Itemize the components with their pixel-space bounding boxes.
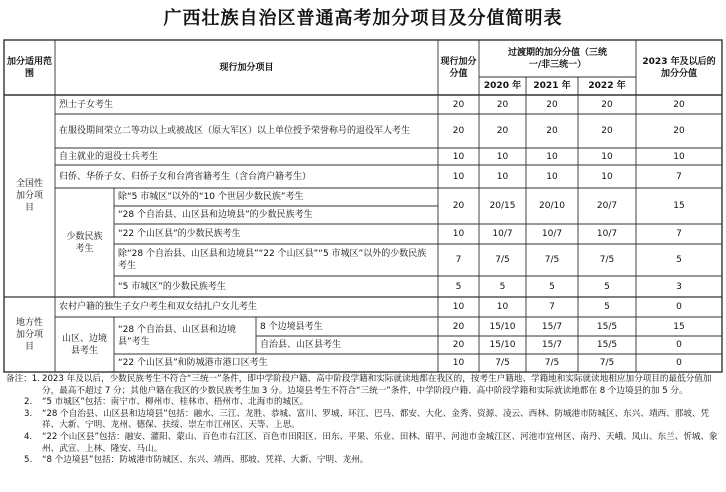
value-2020: 5 bbox=[499, 281, 506, 292]
row-item: 除“28 个自治县、山区县和边境县”“22 个山区县”“5 市城区”以外的少数民族考生 bbox=[118, 249, 427, 271]
row-item: 农村户籍的独生子女户考生和双女结扎户女儿考生 bbox=[59, 302, 258, 312]
value-2021: 5 bbox=[549, 281, 555, 292]
value-2021: 15/7 bbox=[541, 321, 563, 332]
note-number: 5. bbox=[24, 455, 33, 466]
value-2020: 20/15 bbox=[489, 201, 516, 211]
header-2020: 2020 年 bbox=[483, 81, 522, 91]
value-current: 20 bbox=[452, 126, 465, 136]
value-current: 20 bbox=[452, 99, 465, 110]
group-national: 全国性加分项目 bbox=[15, 179, 43, 213]
value-current: 10 bbox=[452, 171, 465, 182]
value-current: 7 bbox=[455, 255, 462, 265]
value-2021: 7/5 bbox=[544, 255, 560, 265]
value-after: 0 bbox=[676, 340, 682, 350]
value-2020: 15/10 bbox=[489, 321, 516, 332]
value-current: 20 bbox=[452, 340, 465, 350]
note-number: 备注：1. bbox=[6, 374, 40, 384]
value-2022: 7/5 bbox=[599, 255, 615, 265]
value-2021: 10 bbox=[546, 171, 558, 182]
value-current: 10 bbox=[452, 302, 465, 312]
row-item: 8 个边境县考生 bbox=[260, 321, 323, 332]
value-2020: 7/5 bbox=[495, 255, 510, 265]
row-item: 归侨、华侨子女、归侨子女和台湾省籍考生（含台湾户籍考生） bbox=[59, 171, 312, 182]
note-item bbox=[24, 409, 722, 432]
note-text: “22 个山区县”包括：融安、灌阳、蒙山、百色市右江区、百色市田阳区、田东、平果、乐业、田林、昭平、河池市金城江区、河池市宜州区、南丹、天峨、凤山、东兰、忻城、象州、武宣、上林、隆安、马山。 bbox=[42, 431, 718, 454]
note-text: “28 个自治县、山区县和边境县”包括：融水、三江、龙胜、恭城、富川、罗城、环江、巴马、都安、大化、金秀、资源、凌云、西林、防城港市防城区、东兴、靖西、那坡、凭祥、大新、宁明、龙州、德保、扶绥、崇左市江州区、天等、上思。 bbox=[42, 408, 710, 431]
value-after: 0 bbox=[676, 302, 682, 312]
value-2020: 10 bbox=[496, 302, 509, 312]
value-2021: 20 bbox=[546, 99, 558, 110]
value-2021: 10 bbox=[546, 151, 558, 162]
value-after: 3 bbox=[676, 281, 682, 292]
note-text: “5 市城区”包括：南宁市、柳州市、桂林市、梧州市、北海市的城区。 bbox=[42, 397, 309, 408]
note-item bbox=[6, 374, 722, 397]
value-after: 0 bbox=[676, 358, 682, 368]
value-2021: 20/10 bbox=[539, 201, 565, 211]
value-after: 7 bbox=[676, 229, 682, 239]
value-current: 20 bbox=[452, 201, 465, 211]
header-2022: 2022 年 bbox=[588, 81, 626, 91]
value-2020: 10/7 bbox=[492, 229, 513, 239]
note-item bbox=[24, 455, 722, 467]
value-current: 5 bbox=[455, 281, 462, 292]
value-2020: 10 bbox=[496, 151, 509, 162]
value-current: 10 bbox=[452, 151, 465, 162]
value-2022: 15/5 bbox=[596, 340, 618, 350]
page-title: 广西壮族自治区普通高考加分项目及分值简明表 bbox=[163, 8, 563, 29]
header-scope: 加分适用范围 bbox=[6, 56, 52, 79]
value-2020: 15/10 bbox=[489, 340, 516, 350]
row-item: “22 个山区县”的少数民族考生 bbox=[118, 229, 241, 239]
row-item: 烈士子女考生 bbox=[59, 99, 114, 110]
note-number: 2. bbox=[24, 397, 33, 408]
value-2022: 20 bbox=[601, 126, 613, 136]
value-after: 20 bbox=[673, 126, 685, 136]
note-item bbox=[24, 397, 722, 409]
note-text: “8 个边境县”包括：防城港市防城区、东兴、靖西、那坡、凭祥、大新、宁明、龙州。 bbox=[42, 455, 369, 466]
value-after: 15 bbox=[673, 321, 685, 332]
value-2020: 20 bbox=[496, 126, 509, 136]
group-local: 地方性加分项目 bbox=[15, 317, 43, 352]
value-2022: 10 bbox=[601, 151, 613, 162]
row-item: 自主就业的退役士兵考生 bbox=[59, 151, 159, 162]
value-current: 10 bbox=[452, 229, 465, 239]
header-transition: 过渡期的加分分值（三统一/非三统一） bbox=[507, 47, 607, 70]
row-item: “22 个山区县”和防城港市港口区考生 bbox=[118, 358, 268, 368]
note-text: 2023 年及以后，少数民族考生不符合“三统一”条件，即中学阶段户籍、高中阶段学籍和实际就读地都在我区的，按考生户籍地、学籍地和实际就读地相应加分项目的最低分值加分，最高不超过 7 分；其他户籍在我区的少数民族考生加 3 分。边境县考生不符合“三统一”条件，中学阶段户籍、高中阶段学籍和实际就读地都在 8 个边境县的加 5 分。 bbox=[42, 374, 712, 396]
value-after: 5 bbox=[676, 255, 682, 265]
value-2021: 10/7 bbox=[541, 229, 563, 239]
value-2021: 15/7 bbox=[541, 340, 563, 350]
value-after: 15 bbox=[673, 201, 685, 211]
group-minority: 少数民族考生 bbox=[66, 231, 103, 254]
value-current: 10 bbox=[452, 358, 465, 368]
value-2022: 15/5 bbox=[596, 321, 618, 332]
value-2021: 7/5 bbox=[544, 358, 560, 368]
value-2020: 20 bbox=[496, 99, 509, 110]
note-number: 3. bbox=[24, 408, 33, 419]
header-item: 现行加分项目 bbox=[219, 62, 274, 73]
value-2022: 5 bbox=[604, 281, 610, 292]
row-item: “5 市城区”的少数民族考生 bbox=[118, 281, 226, 292]
value-2021: 7 bbox=[549, 302, 555, 312]
value-2022: 20/7 bbox=[596, 201, 618, 211]
value-2020: 10 bbox=[496, 171, 509, 182]
note-number: 4. bbox=[24, 431, 33, 442]
value-2022: 10 bbox=[601, 171, 613, 182]
value-current: 20 bbox=[452, 321, 465, 332]
row-item: “28 个自治县、山区县和边境县”的少数民族考生 bbox=[118, 210, 313, 220]
value-2022: 10/7 bbox=[596, 229, 618, 239]
header-current: 现行加分分值 bbox=[440, 56, 477, 79]
value-2021: 20 bbox=[546, 126, 558, 136]
row-item: 自治县、山区县考生 bbox=[260, 340, 342, 350]
row-item: 除“5 市城区”以外的“10 个世居少数民族”考生 bbox=[118, 192, 304, 202]
subgroup-28-counties: “28 个自治县、山区县和边境县”考生 bbox=[118, 324, 236, 347]
value-2022: 7/5 bbox=[599, 358, 615, 368]
value-after: 10 bbox=[673, 151, 685, 162]
note-item bbox=[24, 432, 722, 455]
header-after: 2023 年及以后的加分分值 bbox=[642, 56, 716, 79]
value-2022: 20 bbox=[601, 99, 613, 110]
value-2022: 5 bbox=[604, 302, 610, 312]
value-2020: 7/5 bbox=[495, 358, 510, 368]
value-after: 20 bbox=[673, 99, 685, 110]
group-mountain: 山区、边境县考生 bbox=[61, 333, 107, 356]
notes-section bbox=[6, 374, 722, 467]
header-2021: 2021 年 bbox=[533, 81, 571, 91]
row-item: 在服役期间荣立二等功以上或被战区（原大军区）以上单位授予荣誉称号的退役军人考生 bbox=[59, 126, 411, 136]
value-after: 7 bbox=[676, 171, 682, 182]
